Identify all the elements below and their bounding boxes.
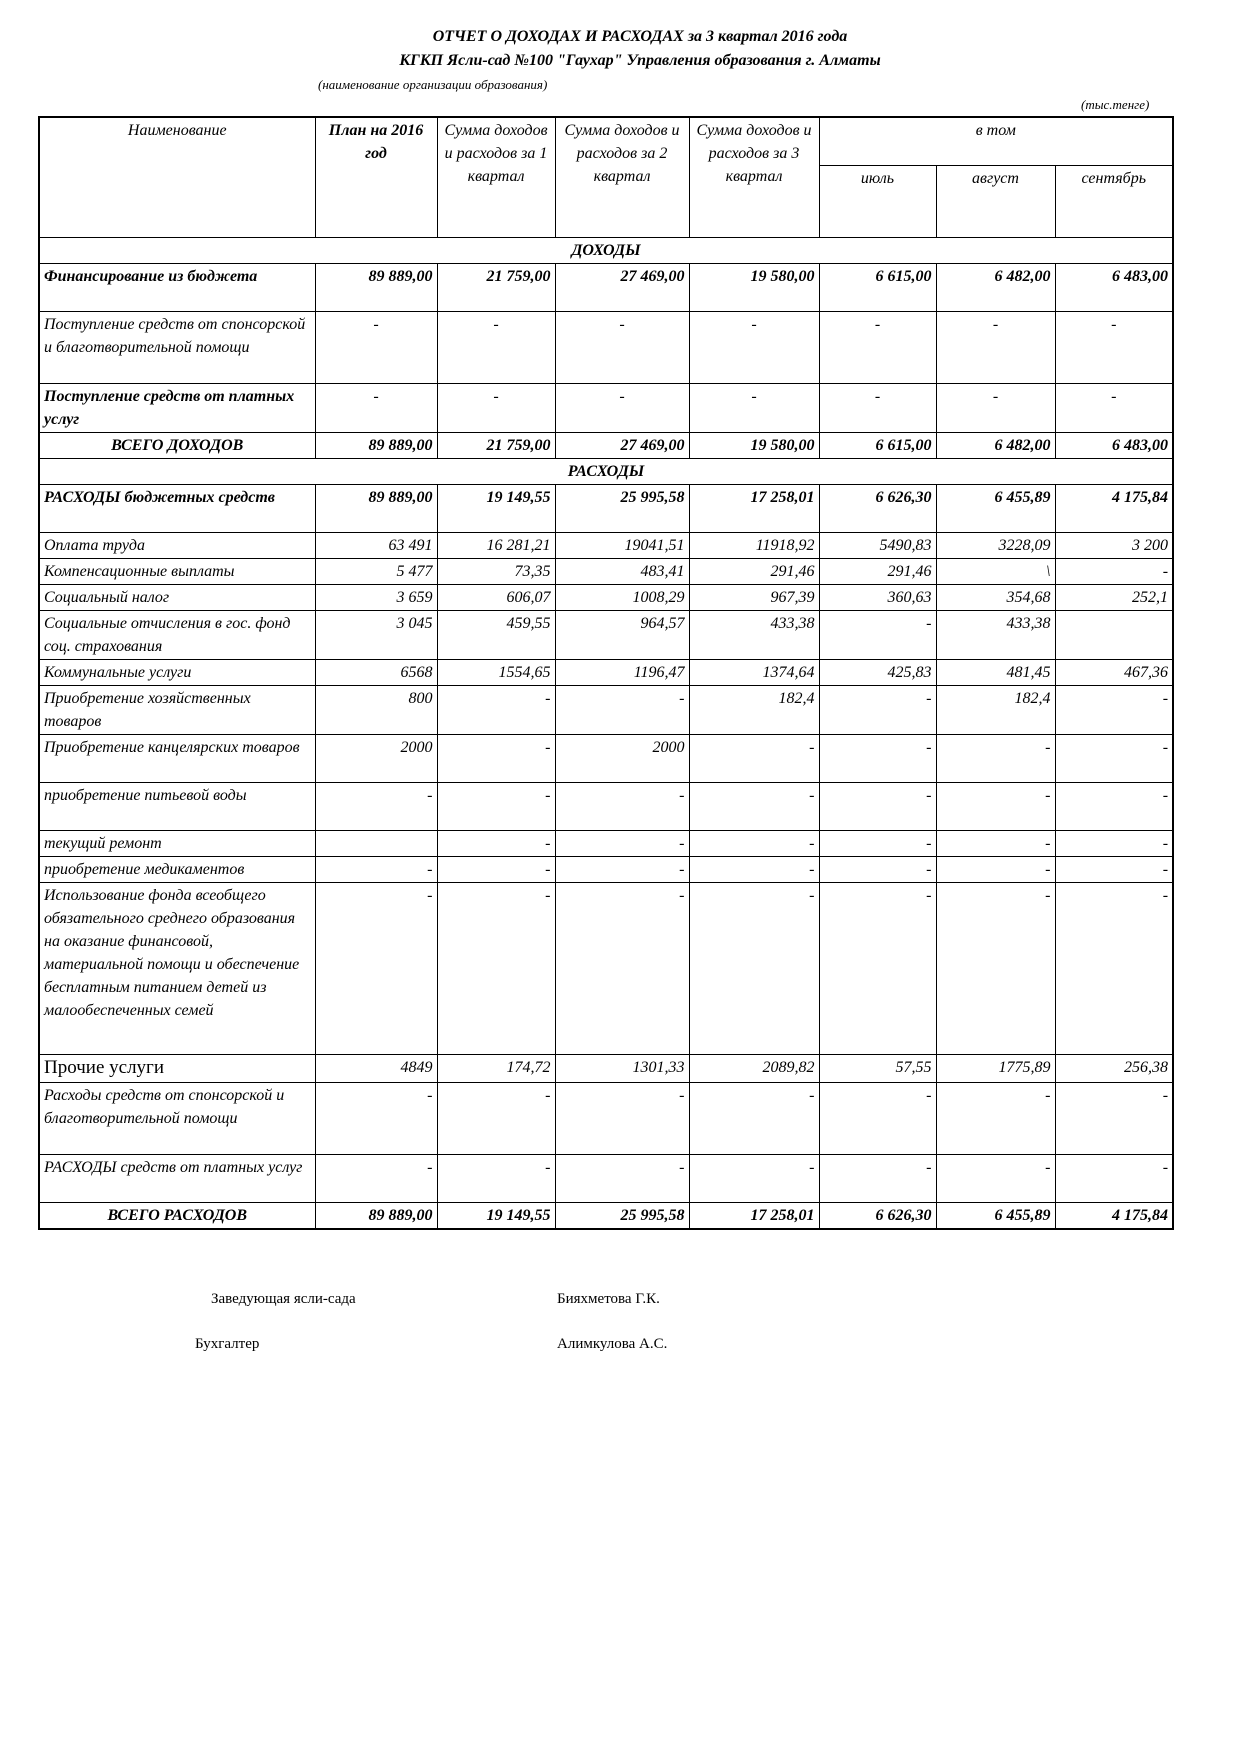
table-row: [39, 1082, 1173, 1154]
value-cell: 57,55: [819, 1054, 936, 1082]
row-label: Социальный налог: [39, 584, 315, 610]
value-cell: -: [819, 610, 936, 659]
value-cell: 252,1: [1055, 584, 1173, 610]
value-cell: 1196,47: [555, 659, 689, 685]
value-cell: -: [819, 1082, 936, 1154]
value-cell: -: [1055, 856, 1173, 882]
table-row: [39, 383, 1173, 432]
value-cell: -: [819, 685, 936, 734]
value-cell: 433,38: [936, 610, 1055, 659]
value-cell: 16 281,21: [437, 532, 555, 558]
row-label: Использование фонда всеобщего обязательного среднего образования на оказание финансовой, материальной помощи и обеспечение бесплатным питанием детей из малообеспеченных семей: [39, 882, 315, 1054]
col-header-including: в том: [819, 117, 1173, 165]
value-cell: 89 889,00: [315, 484, 437, 532]
value-cell: -: [819, 882, 936, 1054]
table-row: [39, 882, 1173, 1054]
value-cell: -: [555, 311, 689, 383]
table-row: [39, 734, 1173, 782]
value-cell: 256,38: [1055, 1054, 1173, 1082]
accountant-role: Бухгалтер: [195, 1336, 260, 1352]
value-cell: -: [437, 685, 555, 734]
table-row: [39, 856, 1173, 882]
table-row: [39, 830, 1173, 856]
row-label: Финансирование из бюджета: [39, 263, 315, 311]
value-cell: -: [936, 882, 1055, 1054]
value-cell: 291,46: [819, 558, 936, 584]
table-row: [39, 610, 1173, 659]
report-title: ОТЧЕТ О ДОХОДАХ И РАСХОДАХ за 3 квартал 2016 года: [432, 28, 848, 45]
value-cell: -: [437, 856, 555, 882]
value-cell: -: [689, 782, 819, 830]
organization-subtitle: (наименование организации образования): [318, 77, 548, 92]
row-label: Коммунальные услуги: [39, 659, 315, 685]
row-label: Оплата труда: [39, 532, 315, 558]
value-cell: 2089,82: [689, 1054, 819, 1082]
col-header-q3: Сумма доходов и расходов за 3 квартал: [689, 117, 819, 237]
row-label: текущий ремонт: [39, 830, 315, 856]
value-cell: -: [689, 311, 819, 383]
value-cell: 481,45: [936, 659, 1055, 685]
value-cell: -: [936, 734, 1055, 782]
value-cell: 6 626,30: [819, 1202, 936, 1229]
value-cell: 27 469,00: [555, 432, 689, 458]
row-label: ВСЕГО ДОХОДОВ: [39, 432, 315, 458]
value-cell: 1374,64: [689, 659, 819, 685]
value-cell: 6 455,89: [936, 1202, 1055, 1229]
value-cell: 6 615,00: [819, 263, 936, 311]
value-cell: 433,38: [689, 610, 819, 659]
value-cell: 89 889,00: [315, 432, 437, 458]
value-cell: 3228,09: [936, 532, 1055, 558]
col-header-name: Наименование: [39, 117, 315, 237]
value-cell: -: [437, 882, 555, 1054]
value-cell: 17 258,01: [689, 1202, 819, 1229]
row-label: РАСХОДЫ бюджетных средств: [39, 484, 315, 532]
section-income: ДОХОДЫ: [39, 237, 1173, 263]
value-cell: -: [819, 830, 936, 856]
value-cell: 6 482,00: [936, 432, 1055, 458]
row-label: Поступление средств от спонсорской и благотворительной помощи: [39, 311, 315, 383]
value-cell: -: [315, 1082, 437, 1154]
value-cell: 483,41: [555, 558, 689, 584]
value-cell: 17 258,01: [689, 484, 819, 532]
value-cell: 6 482,00: [936, 263, 1055, 311]
value-cell: 19 149,55: [437, 1202, 555, 1229]
col-header-sep: сентябрь: [1055, 165, 1173, 237]
value-cell: -: [689, 383, 819, 432]
value-cell: -: [555, 685, 689, 734]
value-cell: -: [1055, 685, 1173, 734]
value-cell: 19041,51: [555, 532, 689, 558]
organization-title: КГКП Ясли-сад №100 "Гаухар" Управления образования г. Алматы: [399, 52, 881, 69]
value-cell: -: [689, 856, 819, 882]
value-cell: 174,72: [437, 1054, 555, 1082]
value-cell: 6 455,89: [936, 484, 1055, 532]
value-cell: 2000: [555, 734, 689, 782]
value-cell: -: [936, 830, 1055, 856]
value-cell: 73,35: [437, 558, 555, 584]
value-cell: -: [819, 383, 936, 432]
value-cell: 967,39: [689, 584, 819, 610]
value-cell: -: [437, 1082, 555, 1154]
value-cell: [315, 830, 437, 856]
table-row: [39, 432, 1173, 458]
value-cell: 291,46: [689, 558, 819, 584]
value-cell: 1301,33: [555, 1054, 689, 1082]
value-cell: -: [1055, 782, 1173, 830]
value-cell: -: [555, 1154, 689, 1202]
col-header-q1: Сумма доходов и расходов за 1 квартал: [437, 117, 555, 237]
value-cell: 360,63: [819, 584, 936, 610]
value-cell: -: [1055, 1082, 1173, 1154]
value-cell: -: [936, 856, 1055, 882]
row-label: Прочие услуги: [39, 1054, 315, 1082]
value-cell: 63 491: [315, 532, 437, 558]
value-cell: 21 759,00: [437, 432, 555, 458]
value-cell: -: [819, 734, 936, 782]
value-cell: -: [1055, 882, 1173, 1054]
value-cell: -: [437, 830, 555, 856]
value-cell: -: [437, 1154, 555, 1202]
value-cell: -: [315, 383, 437, 432]
value-cell: -: [555, 882, 689, 1054]
value-cell: -: [1055, 311, 1173, 383]
value-cell: -: [1055, 734, 1173, 782]
units-label: (тыс.тенге): [1081, 97, 1150, 112]
row-label: Приобретение хозяйственных товаров: [39, 685, 315, 734]
value-cell: 89 889,00: [315, 1202, 437, 1229]
value-cell: -: [555, 856, 689, 882]
value-cell: -: [936, 1154, 1055, 1202]
table-row: [39, 1054, 1173, 1082]
value-cell: 5 477: [315, 558, 437, 584]
value-cell: -: [1055, 830, 1173, 856]
value-cell: -: [555, 1082, 689, 1154]
value-cell: 4 175,84: [1055, 484, 1173, 532]
value-cell: 6 483,00: [1055, 432, 1173, 458]
col-header-jul: июль: [819, 165, 936, 237]
value-cell: 1554,65: [437, 659, 555, 685]
value-cell: -: [437, 734, 555, 782]
table-row: [39, 263, 1173, 311]
director-name: Бияхметова Г.К.: [557, 1291, 660, 1307]
table-row: [39, 782, 1173, 830]
value-cell: 3 200: [1055, 532, 1173, 558]
report-table: [38, 116, 1174, 1230]
value-cell: 3 659: [315, 584, 437, 610]
value-cell: -: [315, 882, 437, 1054]
value-cell: \: [936, 558, 1055, 584]
director-role: Заведующая ясли-сада: [211, 1291, 356, 1307]
value-cell: -: [315, 782, 437, 830]
value-cell: 19 580,00: [689, 432, 819, 458]
table-row: [39, 558, 1173, 584]
value-cell: 800: [315, 685, 437, 734]
value-cell: -: [936, 383, 1055, 432]
value-cell: -: [689, 830, 819, 856]
row-label: Приобретение канцелярских товаров: [39, 734, 315, 782]
value-cell: -: [315, 856, 437, 882]
section-expenses: РАСХОДЫ: [39, 458, 1173, 484]
value-cell: 459,55: [437, 610, 555, 659]
value-cell: -: [315, 1154, 437, 1202]
value-cell: -: [437, 383, 555, 432]
value-cell: -: [819, 1154, 936, 1202]
value-cell: 606,07: [437, 584, 555, 610]
value-cell: -: [689, 1082, 819, 1154]
value-cell: 2000: [315, 734, 437, 782]
table-row: [39, 311, 1173, 383]
value-cell: 6568: [315, 659, 437, 685]
value-cell: 6 626,30: [819, 484, 936, 532]
value-cell: 182,4: [689, 685, 819, 734]
value-cell: 1008,29: [555, 584, 689, 610]
value-cell: [1055, 610, 1173, 659]
value-cell: -: [689, 882, 819, 1054]
value-cell: -: [1055, 383, 1173, 432]
col-header-q2: Сумма доходов и расходов за 2 квартал: [555, 117, 689, 237]
table-row: [39, 685, 1173, 734]
col-header-aug: август: [936, 165, 1055, 237]
value-cell: -: [555, 830, 689, 856]
table-row: [39, 584, 1173, 610]
row-label: приобретение медикаментов: [39, 856, 315, 882]
value-cell: 3 045: [315, 610, 437, 659]
value-cell: 1775,89: [936, 1054, 1055, 1082]
value-cell: -: [555, 782, 689, 830]
row-label: Поступление средств от платных услуг: [39, 383, 315, 432]
accountant-name: Алимкулова А.С.: [557, 1336, 668, 1352]
value-cell: 964,57: [555, 610, 689, 659]
value-cell: 354,68: [936, 584, 1055, 610]
value-cell: -: [936, 311, 1055, 383]
row-label: Социальные отчисления в гос. фонд соц. страхования: [39, 610, 315, 659]
value-cell: 6 483,00: [1055, 263, 1173, 311]
table-row: [39, 532, 1173, 558]
row-label: приобретение питьевой воды: [39, 782, 315, 830]
value-cell: 19 580,00: [689, 263, 819, 311]
value-cell: -: [819, 856, 936, 882]
value-cell: -: [936, 1082, 1055, 1154]
table-row: [39, 484, 1173, 532]
value-cell: 19 149,55: [437, 484, 555, 532]
value-cell: 25 995,58: [555, 1202, 689, 1229]
value-cell: 11918,92: [689, 532, 819, 558]
value-cell: -: [437, 782, 555, 830]
value-cell: 467,36: [1055, 659, 1173, 685]
value-cell: -: [315, 311, 437, 383]
value-cell: 89 889,00: [315, 263, 437, 311]
table-row: [39, 1202, 1173, 1229]
value-cell: -: [819, 311, 936, 383]
value-cell: -: [555, 383, 689, 432]
value-cell: -: [1055, 1154, 1173, 1202]
value-cell: -: [936, 782, 1055, 830]
row-label: ВСЕГО РАСХОДОВ: [39, 1202, 315, 1229]
row-label: Расходы средств от спонсорской и благотворительной помощи: [39, 1082, 315, 1154]
value-cell: -: [437, 311, 555, 383]
value-cell: 425,83: [819, 659, 936, 685]
table-row: [39, 659, 1173, 685]
table-row: [39, 1154, 1173, 1202]
col-header-plan: План на 2016 год: [315, 117, 437, 237]
value-cell: -: [689, 734, 819, 782]
value-cell: 27 469,00: [555, 263, 689, 311]
row-label: Компенсационные выплаты: [39, 558, 315, 584]
value-cell: -: [819, 782, 936, 830]
value-cell: 4 175,84: [1055, 1202, 1173, 1229]
value-cell: 21 759,00: [437, 263, 555, 311]
value-cell: 6 615,00: [819, 432, 936, 458]
value-cell: -: [689, 1154, 819, 1202]
value-cell: 4849: [315, 1054, 437, 1082]
value-cell: -: [1055, 558, 1173, 584]
value-cell: 5490,83: [819, 532, 936, 558]
value-cell: 25 995,58: [555, 484, 689, 532]
row-label: РАСХОДЫ средств от платных услуг: [39, 1154, 315, 1202]
value-cell: 182,4: [936, 685, 1055, 734]
